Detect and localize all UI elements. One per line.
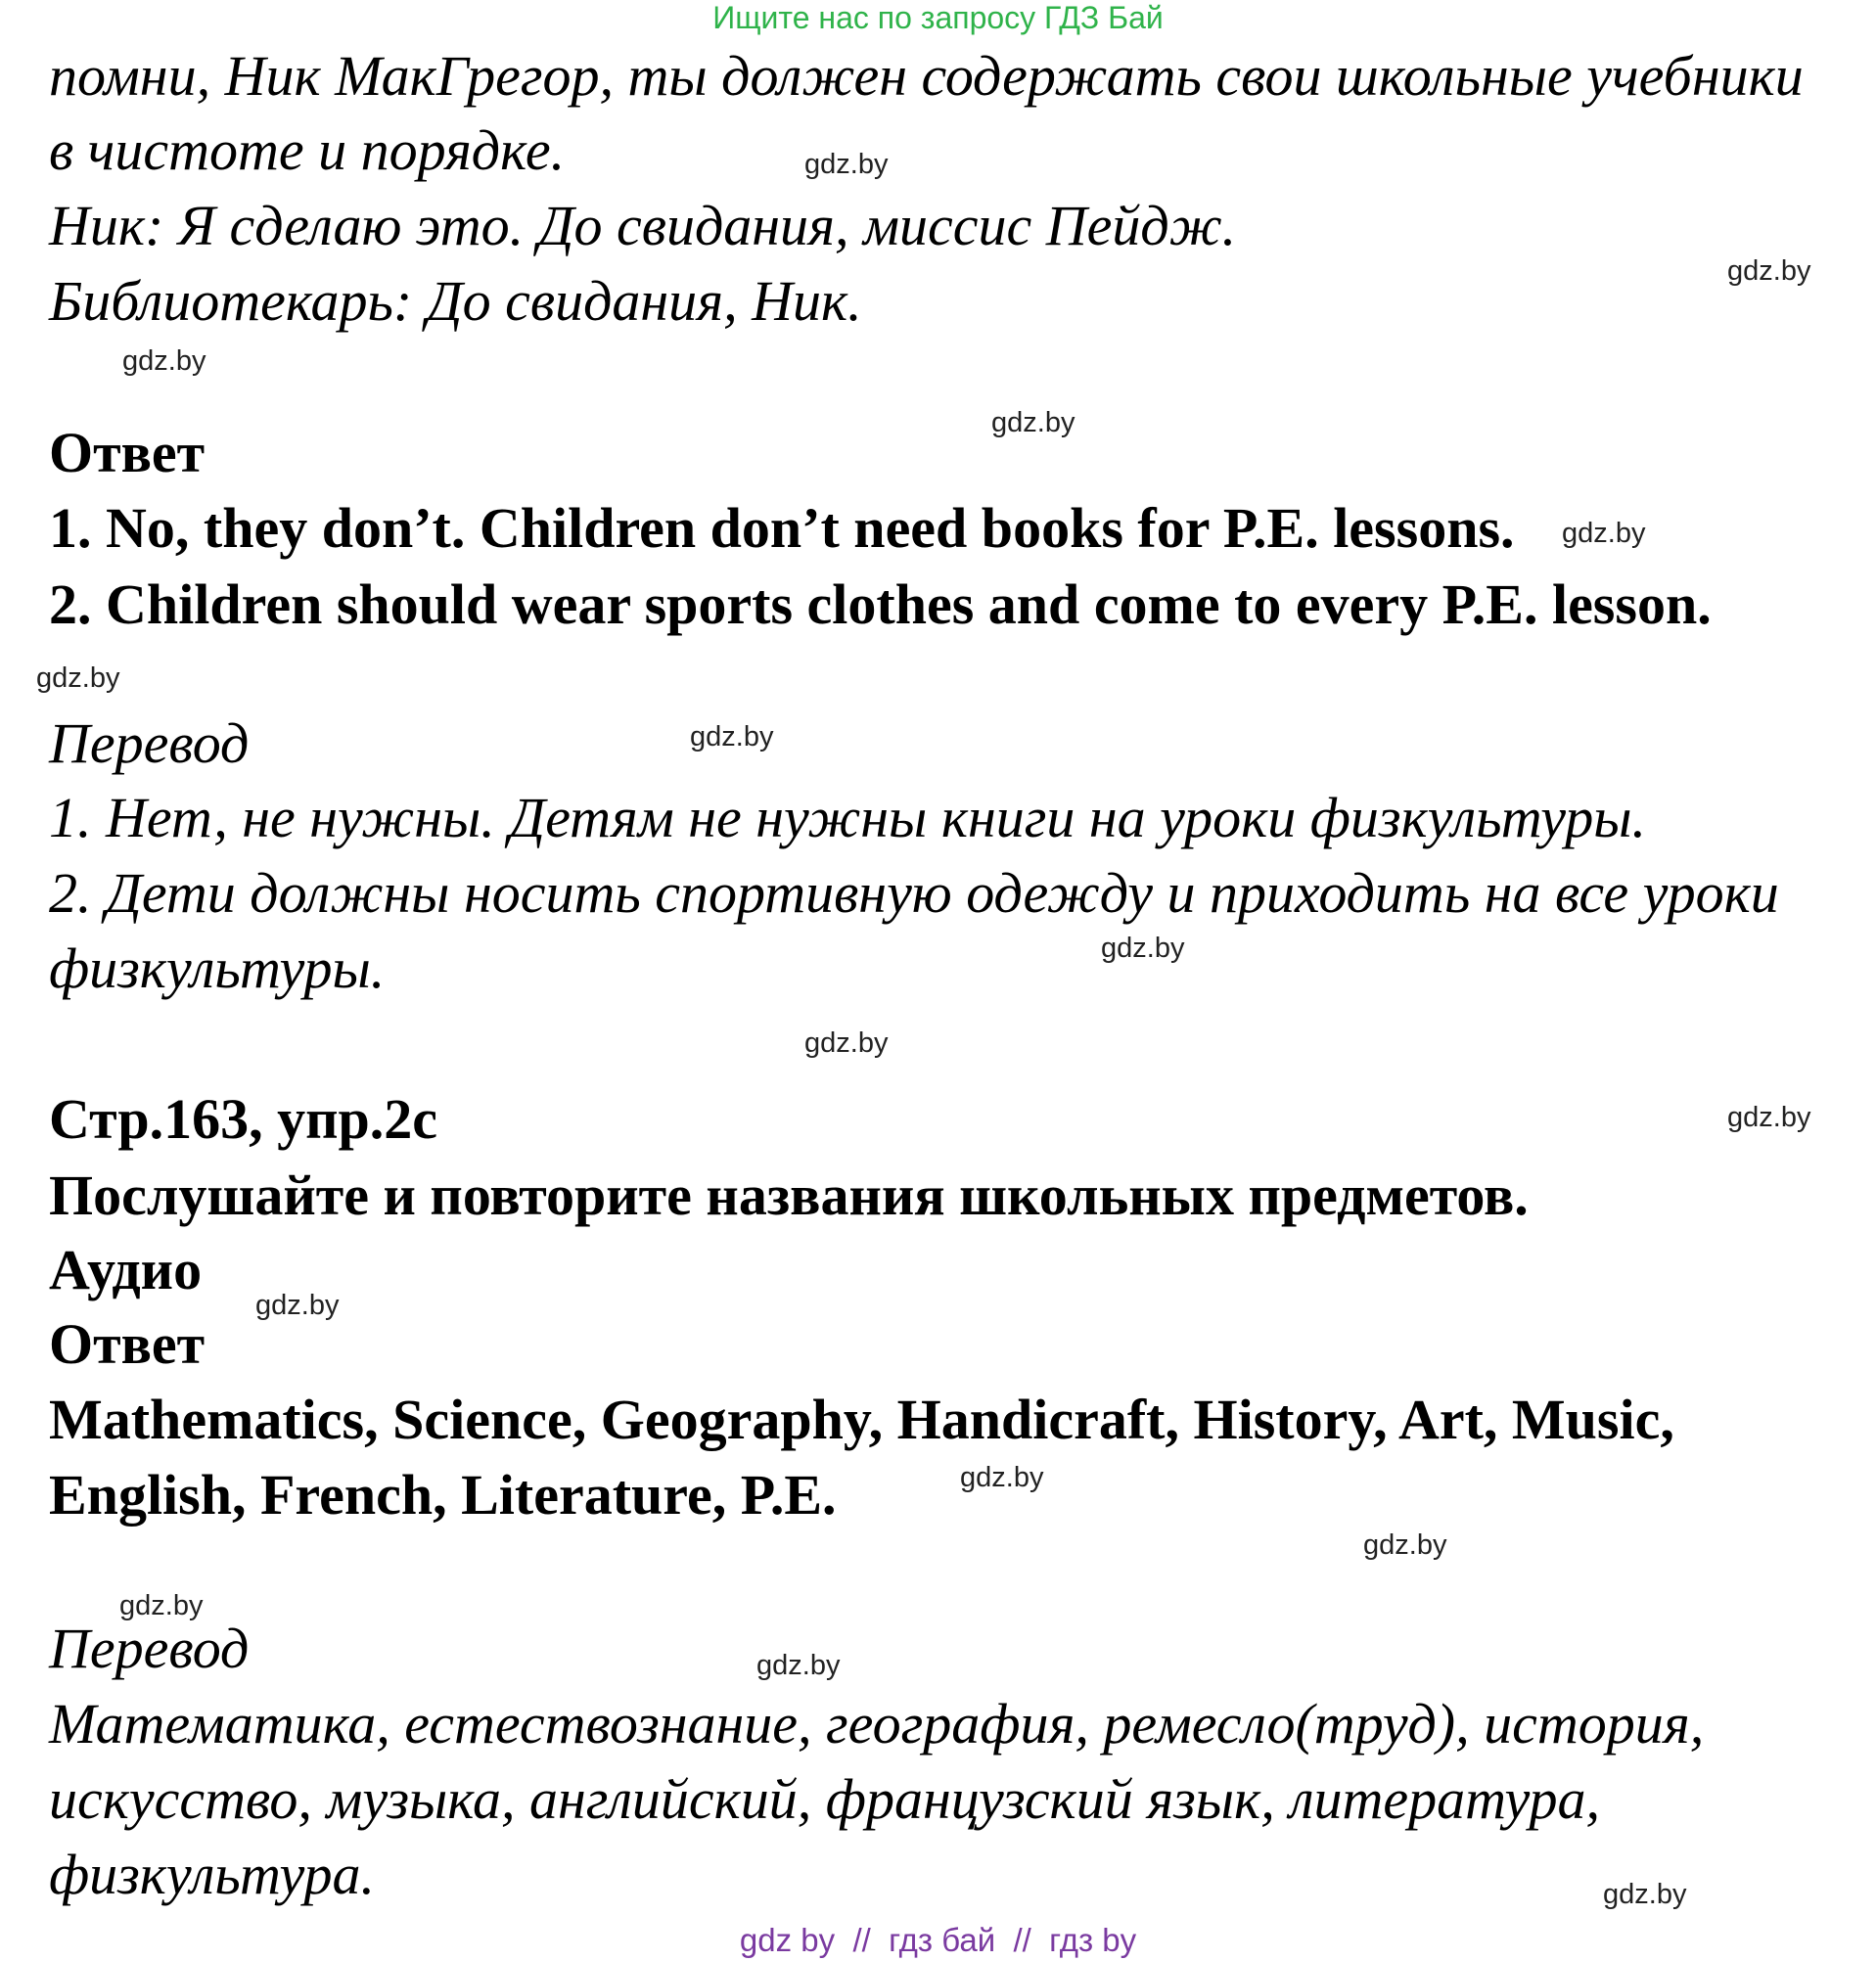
- answer-heading: Ответ: [49, 1312, 206, 1376]
- translation-line: искусство, музыка, английский, французский язык, литература,: [49, 1767, 1601, 1831]
- answer-line: 1. No, they don’t. Children don’t need books for P.E. lessons.: [49, 496, 1515, 560]
- watermark: gdz.by: [991, 407, 1075, 438]
- watermark: gdz.by: [122, 345, 206, 377]
- dialogue-line: Ник: Я сделаю это. До свидания, миссис Пейдж.: [49, 194, 1237, 257]
- watermark: gdz.by: [1727, 1102, 1811, 1133]
- translation-line: 1. Нет, не нужны. Детям не нужны книги на уроки физкультуры.: [49, 786, 1646, 849]
- answer-heading: Ответ: [49, 421, 206, 484]
- dialogue-line: в чистоте и порядке.: [49, 118, 566, 182]
- watermark: gdz.by: [804, 1027, 889, 1059]
- dialogue-line: помни, Ник МакГрегор, ты должен содержать свои школьные учебники: [49, 44, 1804, 108]
- watermark: gdz.by: [756, 1650, 841, 1681]
- translation-line: 2. Дети должны носить спортивную одежду и приходить на все уроки: [49, 861, 1779, 925]
- watermark: gdz.by: [804, 149, 889, 180]
- watermark: gdz.by: [960, 1462, 1044, 1493]
- footer-links[interactable]: gdz by // гдз бай // гдз by: [739, 1922, 1137, 1958]
- answer-line: Mathematics, Science, Geography, Handicraft, History, Art, Music,: [49, 1388, 1674, 1451]
- watermark: gdz.by: [1101, 933, 1185, 964]
- watermark: gdz.by: [1562, 518, 1646, 549]
- translation-heading: Перевод: [49, 1617, 250, 1680]
- translation-line: физкультура.: [49, 1843, 375, 1906]
- watermark: gdz.by: [1727, 255, 1811, 287]
- translation-heading: Перевод: [49, 711, 250, 775]
- audio-label[interactable]: Аудио: [49, 1238, 203, 1301]
- watermark: gdz.by: [36, 662, 120, 694]
- watermark: gdz.by: [255, 1290, 340, 1321]
- exercise-instruction: Послушайте и повторите названия школьных предметов.: [49, 1163, 1529, 1227]
- watermark: gdz.by: [119, 1590, 204, 1621]
- watermark: gdz.by: [1363, 1529, 1447, 1561]
- exercise-title: Стр.163, упр.2с: [49, 1087, 437, 1151]
- answer-line: English, French, Literature, P.E.: [49, 1463, 837, 1527]
- watermark: gdz.by: [1603, 1879, 1687, 1910]
- dialogue-line: Библиотекарь: До свидания, Ник.: [49, 269, 862, 333]
- translation-line: физкультуры.: [49, 936, 386, 1000]
- watermark: gdz.by: [690, 721, 774, 752]
- top-banner[interactable]: Ищите нас по запросу ГДЗ Бай: [712, 0, 1164, 35]
- translation-line: Математика, естествознание, география, ремесло(труд), история,: [49, 1692, 1705, 1756]
- answer-line: 2. Children should wear sports clothes and come to every P.E. lesson.: [49, 572, 1712, 636]
